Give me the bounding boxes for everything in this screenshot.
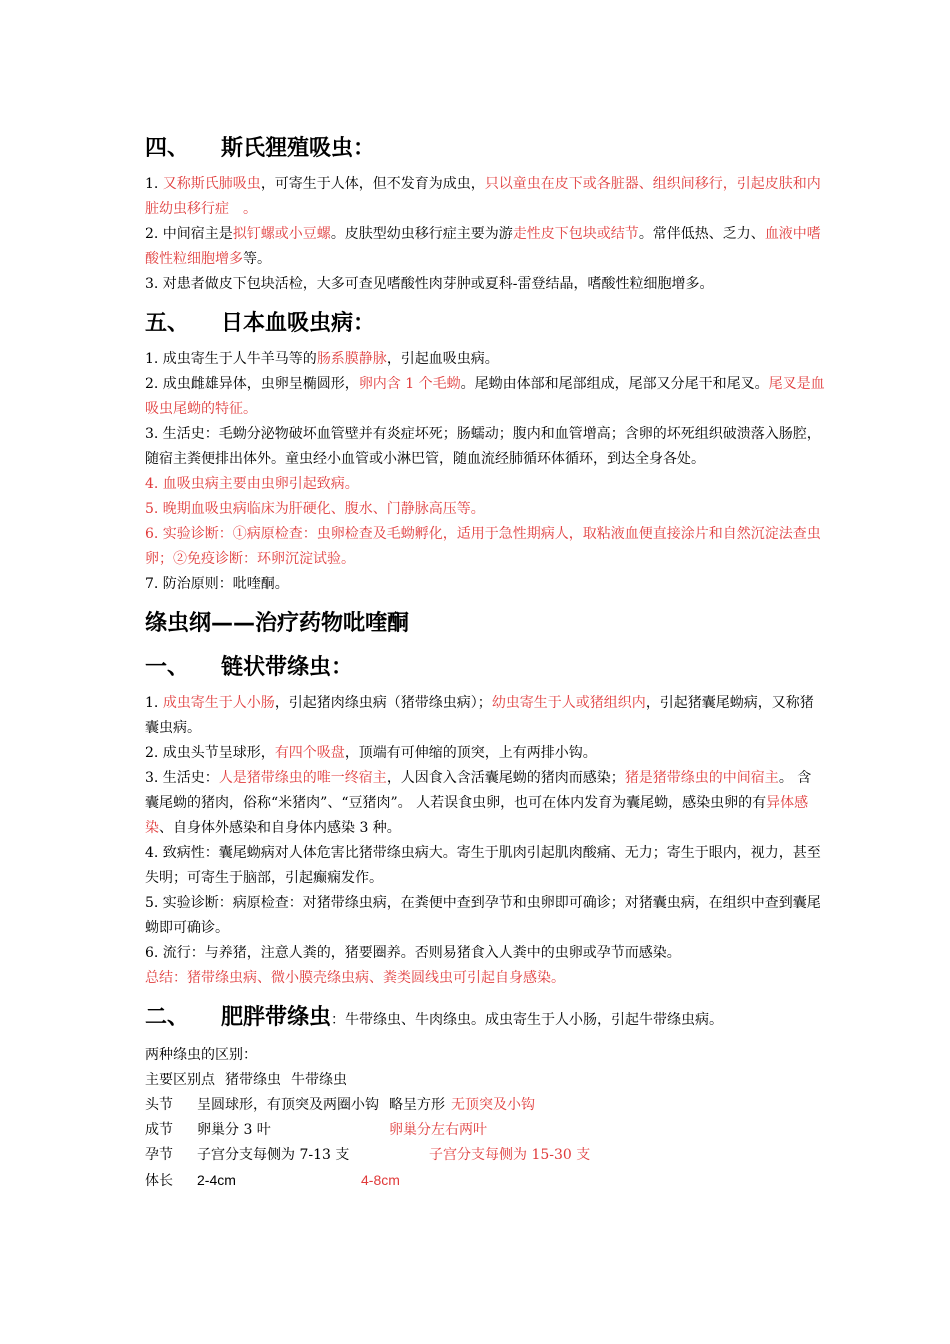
cell-pork: 2-4cm [197, 1172, 236, 1188]
highlight-text: 卵内含 1 个毛蚴 [358, 376, 461, 392]
paragraph: 4. 致病性：囊尾蚴病对人体危害比猪带绦虫病大。寄生于肌肉引起肌肉酸痛、无力；寄生于眼内，视力，甚至失明；可寄生于脑部，引起癫痫发作。 [145, 845, 821, 886]
highlight-text: 成虫寄生于人小肠 [162, 695, 275, 711]
section-number: 二、 [145, 1005, 190, 1030]
comparison-header [145, 1068, 825, 1093]
text: 1. [145, 176, 163, 192]
text: ，可寄生于人体，但不发育为成虫， [260, 176, 485, 192]
highlight-text: 血液中嗜酸性粒细胞增多 [145, 226, 821, 267]
text: ，引起血吸虫病。 [386, 351, 499, 367]
text: 。常伴低热、乏力、 [638, 226, 765, 242]
comparison-row [145, 1143, 825, 1168]
row-label: 体长 [145, 1173, 173, 1189]
section-4-heading [145, 132, 825, 166]
text: ，顶端有可伸缩的顶突，上有两排小钩。 [344, 745, 597, 761]
text: 2. 成虫头节呈球形， [145, 745, 275, 761]
section-title: 链状带绦虫： [221, 655, 354, 680]
paragraph [145, 172, 825, 222]
header-cell: 主要区别点 [145, 1072, 215, 1088]
section-number: 一、 [145, 655, 190, 680]
comparison-row [145, 1093, 825, 1118]
paragraph [145, 691, 825, 741]
highlight-text: 只以童虫在皮下或各脏器、组织间移行，引起皮肤和内脏幼虫移行症 。 [145, 176, 821, 217]
text: 2. 中间宿主是 [145, 226, 233, 242]
row-label: 成节 [145, 1122, 173, 1138]
cell-beef-highlight: 子宫分支每侧为 15-30 支 [429, 1147, 591, 1163]
highlight-text: 走性皮下包块或结节 [512, 226, 639, 242]
text: 1. [145, 695, 163, 711]
row-label: 孕节 [145, 1147, 173, 1163]
paragraph: 3. 对患者做皮下包块活检，大多可查见嗜酸性肉芽肿或夏科-雷登结晶，嗜酸性粒细胞增多。 [145, 276, 714, 292]
highlight-text: 有四个吸盘 [274, 745, 345, 761]
paragraph [145, 222, 825, 272]
highlight-text: 猪是猪带绦虫的中间宿主 [624, 770, 779, 786]
cell-pork: 卵巢分 3 叶 [197, 1122, 271, 1138]
cell-beef-highlight: 卵巢分左右两叶 [389, 1122, 487, 1138]
text: ，人因食入含活囊尾蚴的猪肉而感染； [386, 770, 625, 786]
text: 。皮肤型幼虫移行症主要为游 [330, 226, 513, 242]
comparison-row [145, 1168, 825, 1194]
highlight-text: 人是猪带绦虫的唯一终宿主 [218, 770, 387, 786]
highlight-text: 肠系膜静脉 [316, 351, 387, 367]
cell-beef-highlight: 无顶突及小钩 [451, 1097, 535, 1113]
header-cell: 猪带绦虫 [225, 1072, 281, 1088]
paragraph [145, 347, 825, 372]
row-label: 头节 [145, 1097, 173, 1113]
cell-pork: 呈圆球形，有顶突及两圈小钩 [197, 1097, 379, 1113]
section-title: 肥胖带绦虫 [221, 1005, 332, 1030]
section-2-heading [145, 1001, 825, 1037]
paragraph: 7. 防治原则：吡喹酮。 [145, 576, 289, 592]
text: 。 含囊尾蚴的猪肉，俗称“米猪肉”、“豆猪肉”。 人若误食虫卵，也可在体内发育为囊尾蚴，感染虫卵的有 [145, 770, 812, 811]
paragraph: 5. 晚期血吸虫病临床为肝硬化、腹水、门静脉高压等。 [145, 501, 485, 517]
text: ，引起猪囊尾蚴病，又称猪囊虫病。 [145, 695, 814, 736]
text: 2. 成虫雌雄异体，虫卵呈椭圆形， [145, 376, 359, 392]
paragraph [145, 741, 825, 766]
class-heading: 绦虫纲——治疗药物吡喹酮 [145, 611, 410, 636]
text: ，引起猪肉绦虫病（猪带绦虫病）； [274, 695, 492, 711]
paragraph: 3. 生活史：毛蚴分泌物破坏血管壁并有炎症坏死；肠蠕动；腹内和血管增高；含卵的坏死组织破溃落入肠腔，随宿主粪便排出体外。童虫经小血管或小淋巴管，随血流经肺循环体循环，到达全身各处。 [145, 426, 821, 467]
document-page [145, 132, 825, 1194]
highlight-text: 幼虫寄生于人或猪组织内 [491, 695, 646, 711]
cell-beef-highlight: 4-8cm [361, 1172, 400, 1188]
paragraph: 6. 流行：与养猪，注意人粪的，猪要圈养。否则易猪食入人粪中的虫卵或孕节而感染。 [145, 945, 681, 961]
paragraph [145, 372, 825, 422]
paragraph [145, 766, 825, 841]
paragraph: 4. 血吸虫病主要由虫卵引起致病。 [145, 476, 359, 492]
text: 等。 [243, 251, 271, 267]
highlight-text: 尾叉是血吸虫尾蚴的特征。 [145, 376, 825, 417]
cell-pork: 子宫分支每侧为 7-13 支 [197, 1147, 350, 1163]
section-title: 日本血吸虫病： [221, 311, 376, 336]
section-number: 四、 [145, 136, 190, 161]
comparison-row [145, 1118, 825, 1143]
text: 3. 生活史： [145, 770, 219, 786]
text: 。尾蚴由体部和尾部组成，尾部又分尾干和尾叉。 [460, 376, 769, 392]
section-number: 五、 [145, 311, 190, 336]
paragraph: 6. 实验诊断：①病原检查：虫卵检查及毛蚴孵化，适用于急性期病人，取粘液血便直接涂片和自然沉淀法查虫卵；②免疫诊断：环卵沉淀试验。 [145, 526, 821, 567]
diff-label: 两种绦虫的区别： [145, 1047, 257, 1063]
text: 1. 成虫寄生于人牛羊马等的 [145, 351, 317, 367]
summary-paragraph: 总结：猪带绦虫病、微小膜壳绦虫病、粪类圆线虫可引起自身感染。 [145, 970, 565, 986]
highlight-text: 又称斯氏肺吸虫 [162, 176, 261, 192]
section-title: 斯氏狸殖吸虫： [221, 136, 376, 161]
section-1-heading [145, 651, 825, 685]
cell-beef: 略呈方形 [389, 1097, 445, 1113]
highlight-text: 异体感染 [145, 795, 809, 836]
section-5-heading [145, 307, 825, 341]
highlight-text: 拟钉螺或小豆螺 [232, 226, 331, 242]
header-cell: 牛带绦虫 [291, 1072, 347, 1088]
paragraph: 5. 实验诊断：病原检查：对猪带绦虫病，在粪便中查到孕节和虫卵即可确诊；对猪囊虫病，在组织中查到囊尾蚴即可确诊。 [145, 895, 821, 936]
text: 、自身体外感染和自身体内感染 3 种。 [159, 820, 401, 836]
section-subtitle: ：牛带绦虫、牛肉绦虫。成虫寄生于人小肠，引起牛带绦虫病。 [331, 1012, 724, 1028]
